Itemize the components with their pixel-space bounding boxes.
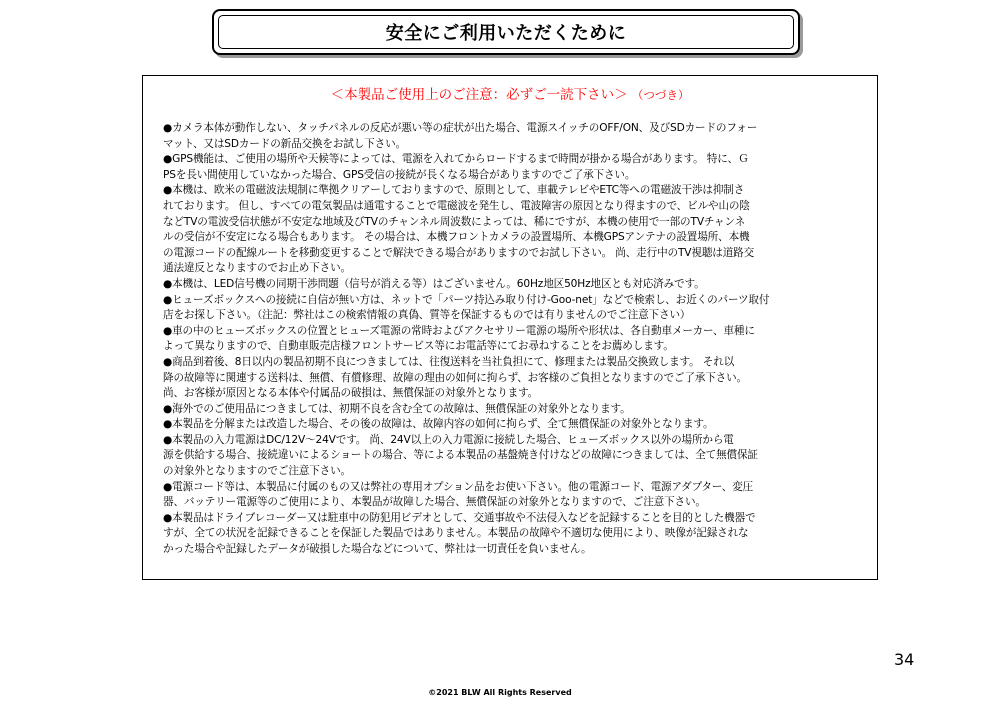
notice-list — [163, 121, 863, 558]
notice-item-line: すが、全ての状況を記録できることを保証した製品ではありません。本製品の故障や不適切な使用により、映像が記録されな — [163, 527, 749, 540]
notice-item — [163, 480, 863, 511]
notice-item-line: 尚、お客様が原因となる本体や付属品の破損は、無償保証の対象外となります。 — [163, 387, 539, 400]
notice-item-line: ●カメラ本体が動作しない、タッチパネルの反応が悪い等の症状が出た場合、電源スイッチのOFF/ON、及びSDカードのフォー — [163, 122, 758, 134]
notice-item-line: れております。 但し、すべての電気製品は通電することで電磁波を発生し、電波障害の原因となり得ますので、ビルや山の陰 — [163, 199, 750, 212]
notice-item-line: PSを長い間使用していなかった場合、GPS受信の接続が長くなる場合がありますのでご了承下さい。 — [163, 168, 636, 181]
notice-item-line: かった場合や記録したデータが破損した場合などについて、弊社は一切責任を負いません。 — [163, 543, 592, 556]
page-number: 34 — [894, 650, 915, 669]
notice-item-line: マット、又はSDカードの新品交換をお試し下さい。 — [163, 137, 406, 150]
notice-item-line: よって異なりますので、自動車販売店様フロントサービス等にお電話等にてお尋ねすることをお薦めします。 — [163, 340, 674, 353]
notice-item-line: ●海外でのご使用品につきましては、初期不良を含む全ての故障は、無償保証の対象外となります。 — [163, 402, 631, 415]
notice-item-line: ●GPS機能は、ご使用の場所や天候等によっては、電源を入れてからロードするまで時間が掛かる場合があります。 特に、Ｇ — [163, 153, 749, 166]
notice-item-line: 降の故障等に関連する送料は、無償、有償修理、故障の理由の如何に拘らず、お客様のご負担となりますのでご了承下さい。 — [163, 371, 747, 384]
notice-item — [163, 433, 863, 480]
notice-box — [142, 75, 878, 580]
notice-item — [163, 121, 863, 152]
notice-item-line: ●電源コード等は、本製品に付属のもの又は弊社の専用オプション品をお使い下さい。他の電源コード、電源アダプター、変圧 — [163, 480, 754, 493]
notice-item-line: ●本製品を分解または改造した場合、その後の故障は、故障内容の如何に拘らず、全て無償保証の対象外となります。 — [163, 418, 714, 431]
copyright: ©2021 BLW All Rights Reserved — [428, 688, 572, 697]
notice-item-line: 器、バッテリー電源等のご使用により、本製品が故障した場合、無償保証の対象外となりますので、ご注意下さい。 — [163, 496, 706, 509]
notice-item — [163, 511, 863, 558]
title-box — [212, 9, 800, 55]
notice-item-line: の電源コードの配線ルートを移動変更することで解決できる場合がありますのでお試し下さい。 尚、走行中のTV視聴は道路交 — [163, 246, 755, 259]
notice-item-line: ●本機は、LED信号機の同期干渉問題（信号が消える等）はございません。60Hz地区50Hz地区とも対応済みです。 — [163, 277, 705, 290]
notice-item-line: ●商品到着後、8日以内の製品初期不良につきましては、往復送料を当社負担にて、修理または製品交換致します。 それ以 — [163, 355, 735, 368]
notice-item-line: 通法違反となりますのでお止め下さい。 — [163, 262, 351, 275]
notice-item — [163, 183, 863, 277]
page-title: 安全にご利用いただくために — [385, 23, 627, 44]
notice-item — [163, 355, 863, 402]
notice-item-line: などTVの電波受信状態が不安定な地域及びTVのチャンネル周波数によっては、稀にですが、本機の使用で一部のTVチャンネ — [163, 215, 746, 228]
notice-item — [163, 324, 863, 355]
notice-item — [163, 152, 863, 183]
notice-item-line: 店をお探し下さい。（注記：弊社はこの検索情報の真偽、質等を保証するものでは有りませんのでご注意下さい） — [163, 309, 691, 322]
notice-item-line: ●本機は、欧米の電磁波法規制に準拠クリアーしておりますので、原則として、車載テレビやETC等への電磁波干渉は抑制さ — [163, 184, 745, 197]
notice-item — [163, 293, 863, 324]
notice-heading-text: ＜本製品ご使用上のご注意：必ずご一読下さい＞ — [330, 87, 628, 103]
notice-item-line: ●本製品の入力電源はDC/12V～24Vです。 尚、24V以上の入力電源に接続した場合、ヒューズボックス以外の場所から電 — [163, 433, 734, 446]
notice-item-line: ●車の中のヒューズボックスの位置とヒューズ電源の常時およびアクセサリー電源の場所や形状は、各自動車メーカー、車種に — [163, 324, 755, 337]
notice-item-line: ●ヒューズボックスへの接続に自信が無い方は、ネットで「パーツ持込み取り付け-Goo-net」などで検索し、お近くのパーツ取付 — [163, 293, 770, 306]
notice-item-line: ●本製品はドライブレコーダー又は駐車中の防犯用ビデオとして、交通事故や不法侵入などを記録することを目的とした機器で — [163, 511, 756, 524]
notice-item — [163, 277, 863, 293]
notice-item — [163, 402, 863, 418]
notice-item-line: ルの受信が不安定になる場合もあります。 その場合は、本機フロントカメラの設置場所、本機GPSアンテナの設置場所、本機 — [163, 231, 750, 244]
notice-heading — [143, 83, 877, 103]
notice-item-line: の対象外となりますのでご注意下さい。 — [163, 465, 351, 478]
notice-item-line: 源を供給する場合、接続違いによるショートの場合、等による本製品の基盤焼き付けなどの故障につきましては、全て無償保証 — [163, 449, 758, 462]
notice-item — [163, 417, 863, 433]
notice-heading-continued: （つづき） — [631, 88, 690, 102]
